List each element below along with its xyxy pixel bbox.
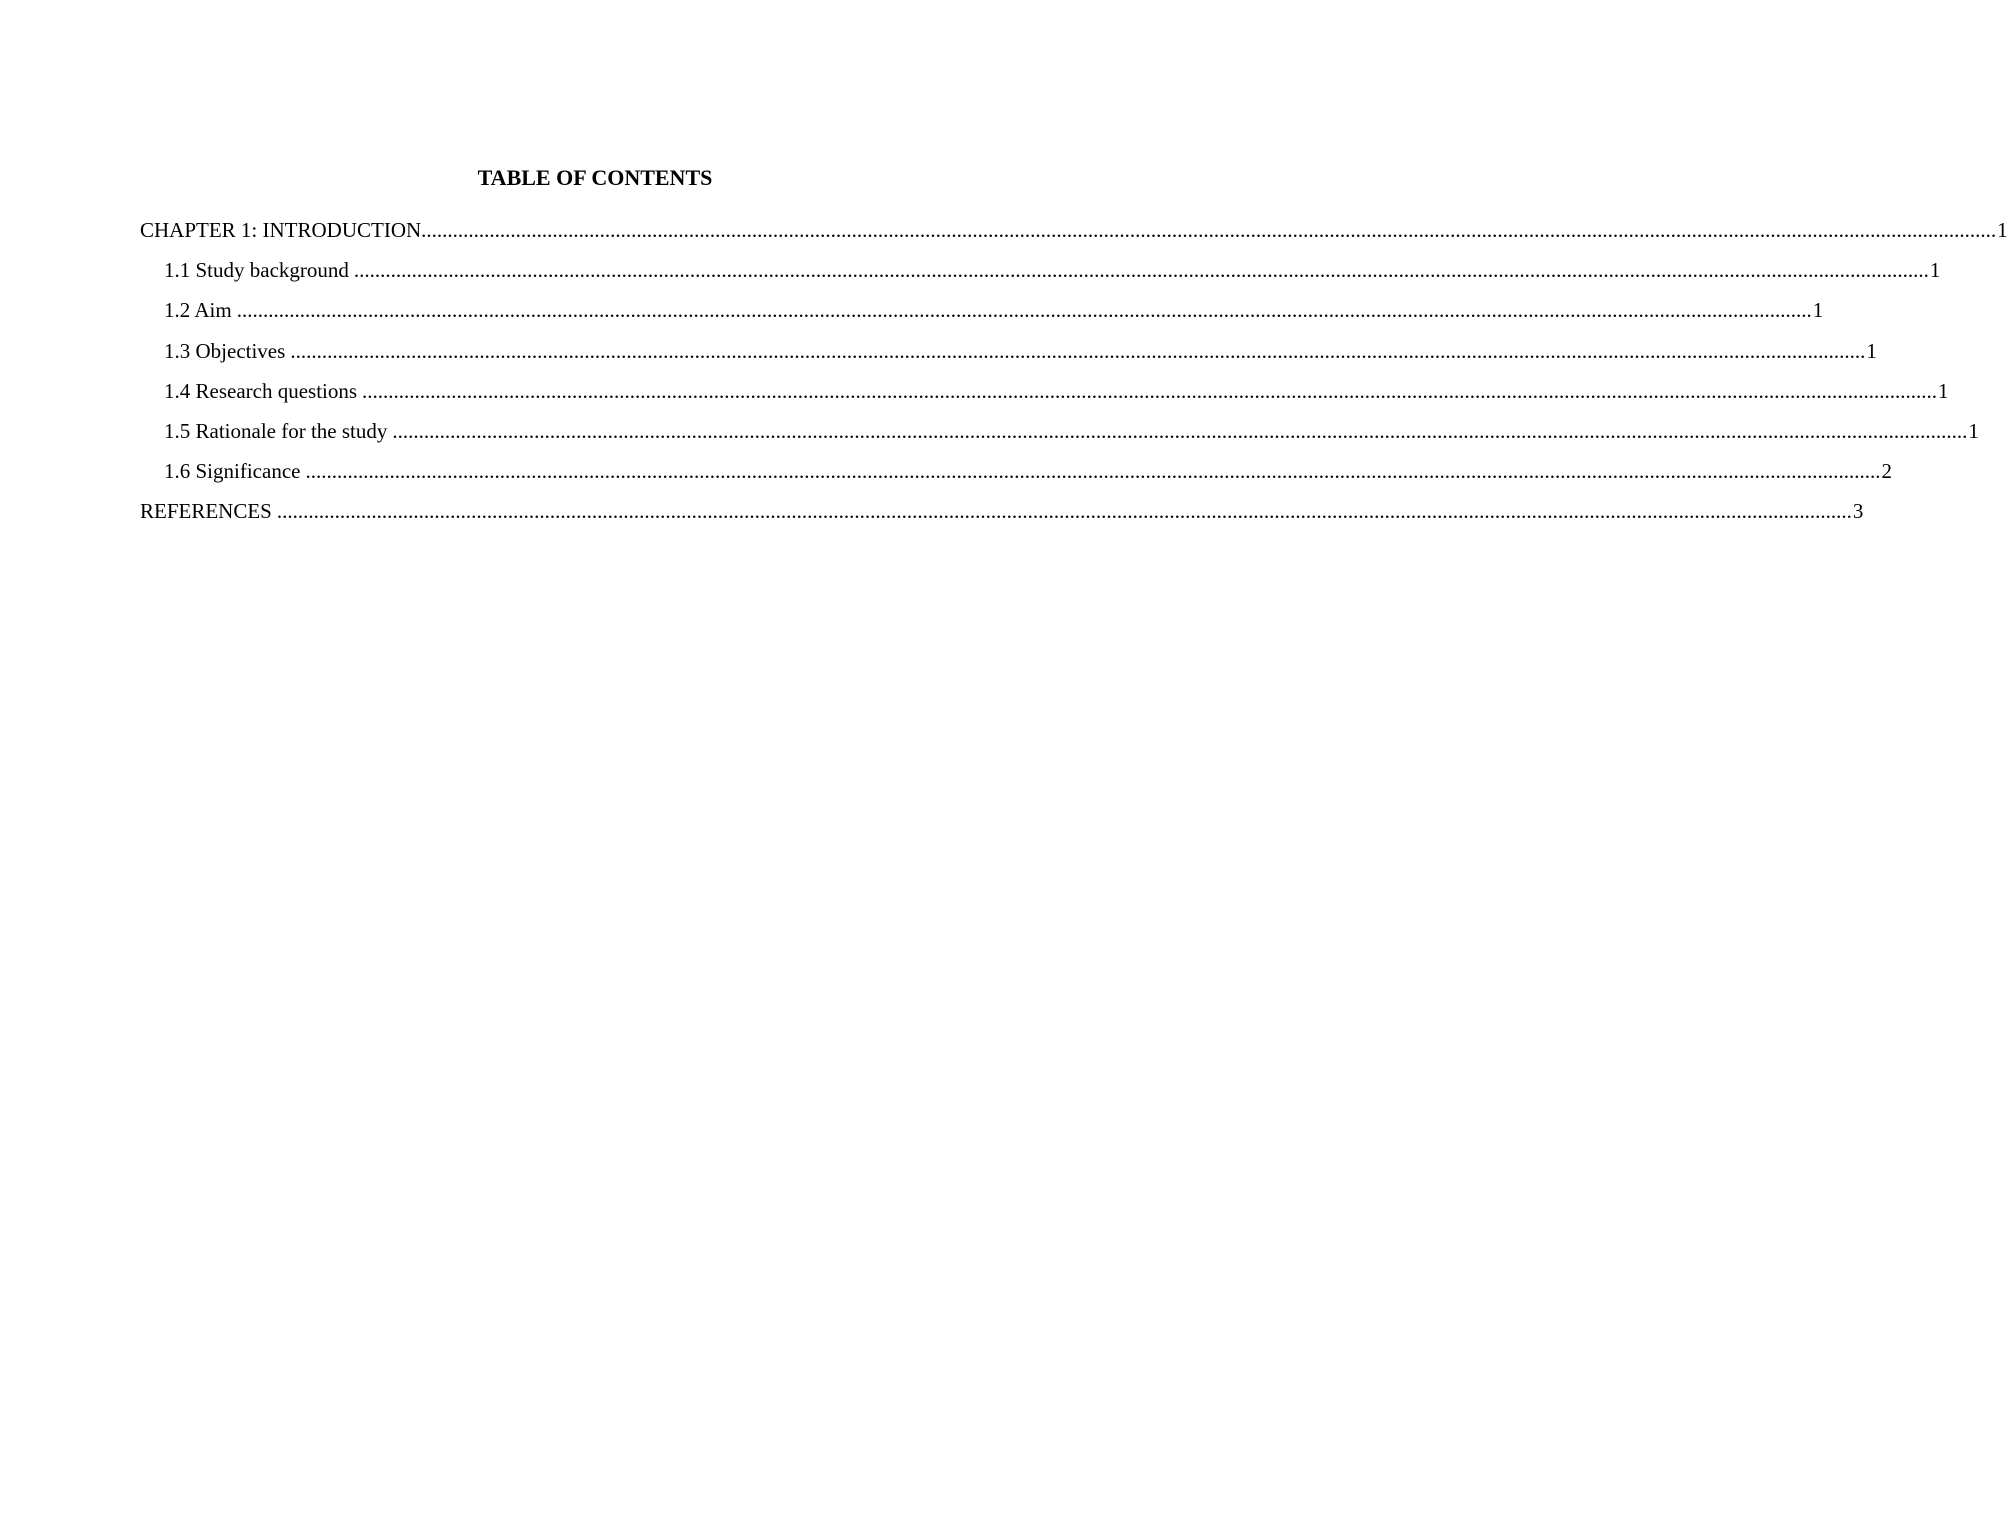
toc-entry-label: CHAPTER 1: INTRODUCTION (140, 218, 422, 242)
toc-entry-1-4[interactable] (140, 376, 1949, 416)
toc-entry-1-6[interactable] (140, 456, 1892, 496)
toc-dot-leader: ............................................................................................................................................................................................................................................................................................................ (276, 499, 1852, 524)
toc-dot-leader: ............................................................................................................................................................................................................................................................................................................ (362, 378, 1938, 403)
toc-entry-label: 1.2 Aim (164, 298, 232, 323)
toc-list (140, 215, 2008, 537)
toc-page-number: 1 (1866, 338, 1877, 363)
toc-entry-label: 1.5 Rationale for the study (164, 418, 388, 443)
toc-entry-label: REFERENCES (140, 499, 272, 524)
toc-dot-leader: ............................................................................................................................................................................................................................................................................................................ (421, 218, 1997, 242)
toc-entry-label: 1.6 Significance (164, 459, 301, 484)
toc-dot-leader: ............................................................................................................................................................................................................................................................................................................ (290, 338, 1866, 363)
toc-entry-references[interactable] (140, 496, 1864, 536)
toc-page-number: 1 (1929, 258, 1941, 283)
toc-entry-1-3[interactable] (140, 336, 1877, 376)
toc-page-number: 1 (1997, 218, 2008, 242)
toc-dot-leader: ............................................................................................................................................................................................................................................................................................................ (236, 298, 1812, 323)
toc-entry-label: 1.3 Objectives (164, 338, 286, 363)
toc-entry-1-1[interactable] (140, 255, 1941, 295)
toc-dot-leader: ............................................................................................................................................................................................................................................................................................................ (353, 258, 1929, 283)
toc-entry-label: 1.4 Research questions (164, 378, 358, 403)
toc-page-number: 1 (1938, 378, 1949, 403)
toc-heading: TABLE OF CONTENTS (477, 165, 713, 190)
toc-entry-chapter-1[interactable] (140, 215, 2008, 255)
toc-dot-leader: ............................................................................................................................................................................................................................................................................................................ (392, 418, 1968, 443)
toc-page-number: 1 (1968, 418, 1979, 443)
toc-page-number: 1 (1812, 298, 1824, 323)
toc-entry-1-5[interactable] (140, 416, 1979, 456)
toc-dot-leader: ............................................................................................................................................................................................................................................................................................................ (305, 459, 1881, 484)
toc-entry-1-2[interactable] (140, 295, 1824, 335)
toc-entry-label: 1.1 Study background (164, 258, 349, 283)
toc-page-number: 2 (1881, 459, 1892, 484)
toc-page-number: 3 (1852, 499, 1864, 524)
